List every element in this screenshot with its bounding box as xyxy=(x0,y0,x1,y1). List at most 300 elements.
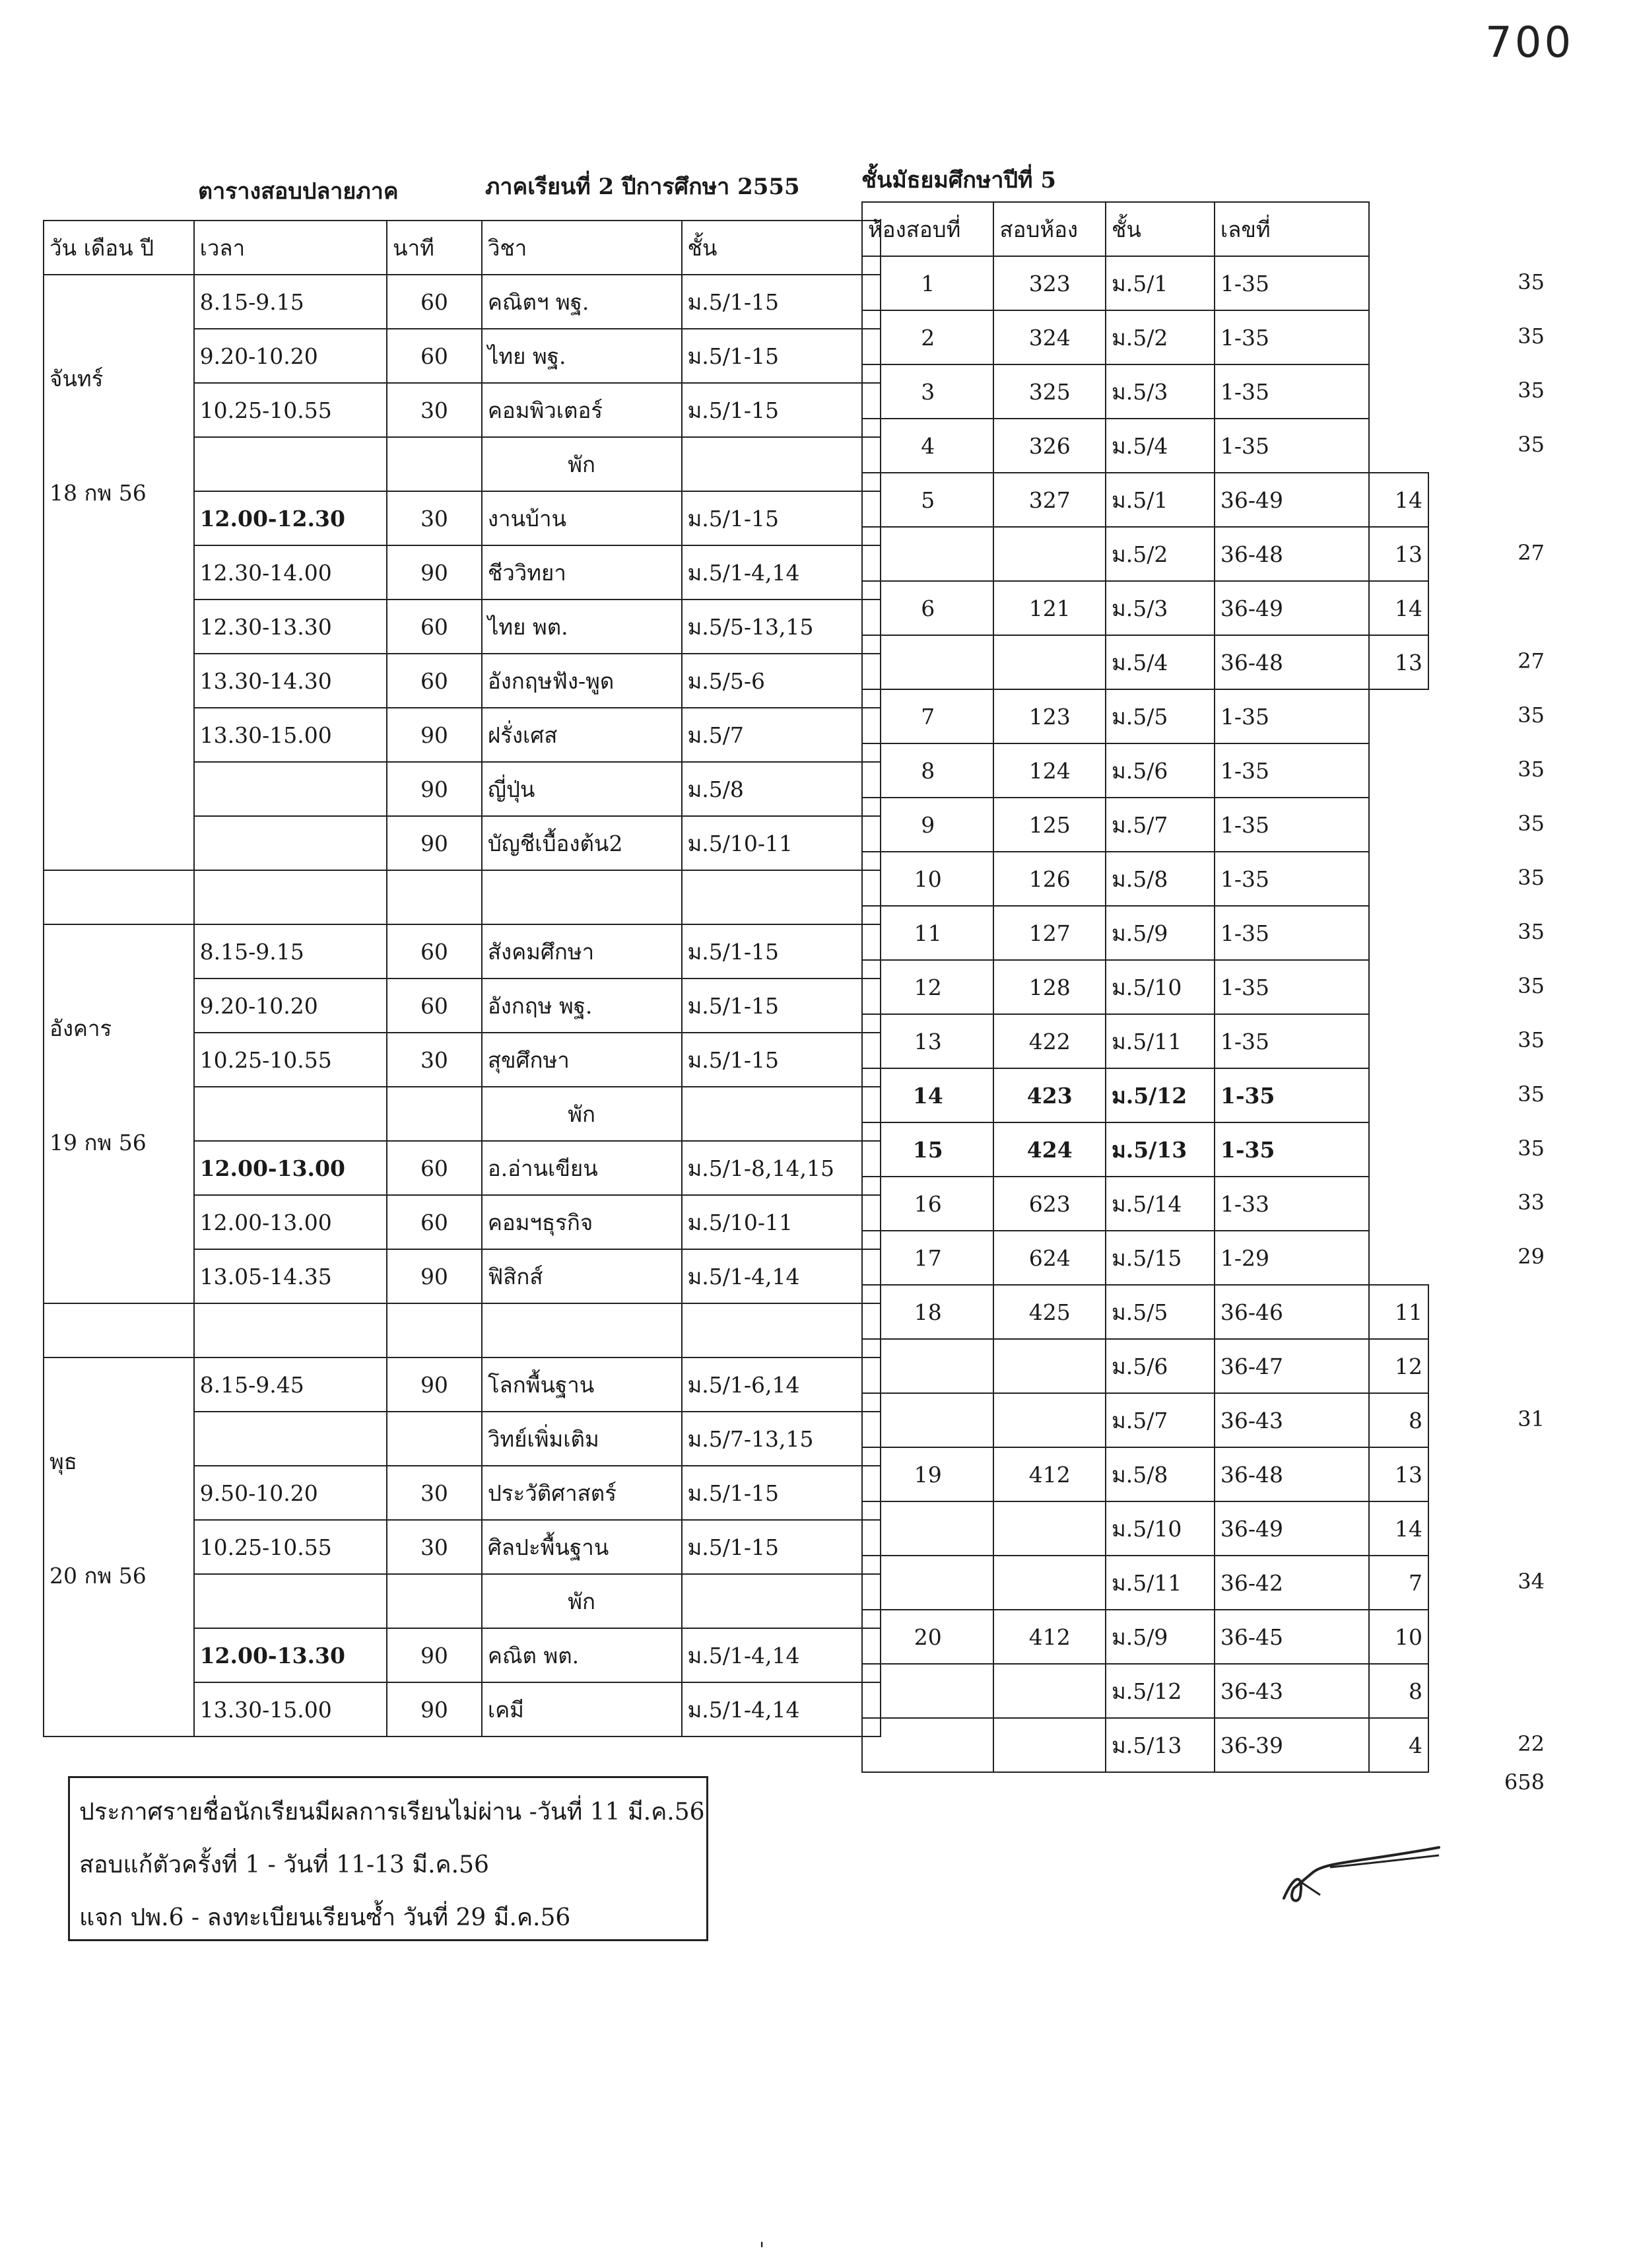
class-cell: ม.5/5-6 xyxy=(682,654,881,708)
subcount-cell: 13 xyxy=(1369,527,1428,581)
class-cell: ม.5/1-4,14 xyxy=(682,1249,881,1303)
day-name: อังคาร xyxy=(50,1015,112,1041)
room-cell: 128 xyxy=(993,960,1106,1014)
grand-total: 658 xyxy=(1504,1770,1545,1795)
empty-cell xyxy=(387,1303,482,1357)
exam-room-no-cell: 14 xyxy=(862,1068,993,1122)
subject-cell: เคมี xyxy=(482,1682,682,1736)
room-class-cell: ม.5/3 xyxy=(1106,581,1215,635)
room-class-cell: ม.5/2 xyxy=(1106,527,1215,581)
exam-room-no-cell xyxy=(862,527,993,581)
day-cell xyxy=(44,275,194,870)
time-cell: 12.00-13.00 xyxy=(194,1141,387,1195)
time-cell xyxy=(194,1412,387,1466)
minutes-cell: 90 xyxy=(387,762,482,816)
room-class-cell: ม.5/1 xyxy=(1106,473,1215,527)
doc-title: ตารางสอบปลายภาค xyxy=(198,178,399,205)
room-total: 35 xyxy=(1518,432,1545,457)
subject-cell: สุขศึกษา xyxy=(482,1033,682,1087)
subcount-cell xyxy=(1369,798,1428,852)
subcount-cell xyxy=(1369,743,1428,798)
subject-cell: คอมฯธุรกิจ xyxy=(482,1195,682,1249)
grade-label: ชั้นมัธยมศึกษาปีที่ 5 xyxy=(861,167,1056,193)
time-cell: 10.25-10.55 xyxy=(194,383,387,437)
subcount-cell xyxy=(1369,1068,1428,1122)
room-row xyxy=(862,310,1428,364)
time-cell: 12.00-13.30 xyxy=(194,1628,387,1682)
exam-room-no-cell: 1 xyxy=(862,256,993,310)
exam-room-no-cell xyxy=(862,635,993,689)
subcount-cell xyxy=(1369,364,1428,419)
room-total: 35 xyxy=(1518,865,1545,890)
time-cell: 12.30-13.30 xyxy=(194,600,387,654)
empty-cell xyxy=(682,870,881,924)
class-cell: ม.5/7 xyxy=(682,708,881,762)
seat-numbers-cell: 1-35 xyxy=(1215,256,1369,310)
subcount-cell: 4 xyxy=(1369,1718,1428,1772)
room-cell: 412 xyxy=(993,1447,1106,1501)
room-total: 35 xyxy=(1518,1082,1545,1107)
room-row xyxy=(862,1447,1428,1501)
seat-numbers-cell: 1-35 xyxy=(1215,852,1369,906)
time-cell xyxy=(194,762,387,816)
subject-cell: ฟิสิกส์ xyxy=(482,1249,682,1303)
room-class-cell: ม.5/2 xyxy=(1106,310,1215,364)
room-cell xyxy=(993,1339,1106,1393)
room-row xyxy=(862,1177,1428,1231)
room-total: 35 xyxy=(1518,703,1545,728)
exam-room-no-cell: 20 xyxy=(862,1610,993,1664)
time-cell: 13.05-14.35 xyxy=(194,1249,387,1303)
seat-numbers-cell: 36-48 xyxy=(1215,635,1369,689)
subject-cell: ศิลปะพื้นฐาน xyxy=(482,1520,682,1574)
room-cell: 125 xyxy=(993,798,1106,852)
class-cell: ม.5/7-13,15 xyxy=(682,1412,881,1466)
empty-cell xyxy=(194,870,387,924)
class-cell: ม.5/1-15 xyxy=(682,979,881,1033)
room-total: 27 xyxy=(1518,648,1545,673)
col-minutes: นาที xyxy=(387,221,482,275)
minutes-cell: 60 xyxy=(387,979,482,1033)
signature xyxy=(1274,1836,1459,1915)
room-cell xyxy=(993,1718,1106,1772)
room-total: 35 xyxy=(1518,324,1545,349)
exam-room-no-cell: 7 xyxy=(862,689,993,743)
class-cell xyxy=(682,437,881,491)
room-row xyxy=(862,689,1428,743)
time-cell: 9.20-10.20 xyxy=(194,979,387,1033)
seat-numbers-cell: 36-43 xyxy=(1215,1664,1369,1718)
time-cell xyxy=(194,437,387,491)
time-cell xyxy=(194,816,387,870)
time-cell: 10.25-10.55 xyxy=(194,1520,387,1574)
room-cell: 121 xyxy=(993,581,1106,635)
seat-numbers-cell: 1-35 xyxy=(1215,364,1369,419)
minutes-cell: 60 xyxy=(387,924,482,979)
exam-room-no-cell: 12 xyxy=(862,960,993,1014)
room-row xyxy=(862,635,1428,689)
exam-room-no-cell: 15 xyxy=(862,1122,993,1177)
room-row xyxy=(862,1610,1428,1664)
seat-numbers-cell: 36-42 xyxy=(1215,1556,1369,1610)
empty-cell xyxy=(682,1303,881,1357)
room-class-cell: ม.5/14 xyxy=(1106,1177,1215,1231)
exam-room-no-cell xyxy=(862,1339,993,1393)
room-total: 35 xyxy=(1518,378,1545,403)
exam-room-no-cell: 6 xyxy=(862,581,993,635)
subcount-cell xyxy=(1369,1177,1428,1231)
room-class-cell: ม.5/11 xyxy=(1106,1556,1215,1610)
minutes-cell: 60 xyxy=(387,600,482,654)
subject-cell: โลกพื้นฐาน xyxy=(482,1357,682,1412)
room-class-cell: ม.5/7 xyxy=(1106,798,1215,852)
seat-numbers-cell: 1-35 xyxy=(1215,1122,1369,1177)
room-class-cell: ม.5/11 xyxy=(1106,1014,1215,1068)
room-class-cell: ม.5/3 xyxy=(1106,364,1215,419)
room-cell xyxy=(993,1501,1106,1556)
seat-numbers-cell: 1-35 xyxy=(1215,310,1369,364)
time-cell: 12.00-12.30 xyxy=(194,491,387,545)
time-cell xyxy=(194,1574,387,1628)
minutes-cell: 90 xyxy=(387,1357,482,1412)
minutes-cell: 60 xyxy=(387,1195,482,1249)
minutes-cell: 30 xyxy=(387,1033,482,1087)
seat-numbers-cell: 1-29 xyxy=(1215,1231,1369,1285)
class-cell: ม.5/1-15 xyxy=(682,1466,881,1520)
col-time: เวลา xyxy=(194,221,387,275)
time-cell: 8.15-9.15 xyxy=(194,275,387,329)
time-cell xyxy=(194,1087,387,1141)
schedule-row xyxy=(44,924,881,979)
seat-numbers-cell: 1-35 xyxy=(1215,906,1369,960)
class-cell: ม.5/1-8,14,15 xyxy=(682,1141,881,1195)
exam-room-no-cell xyxy=(862,1393,993,1447)
subcount-cell xyxy=(1369,689,1428,743)
room-cell: 126 xyxy=(993,852,1106,906)
room-row xyxy=(862,960,1428,1014)
room-row xyxy=(862,1664,1428,1718)
empty-cell xyxy=(194,1303,387,1357)
page-number: 700 xyxy=(1485,18,1574,67)
room-row xyxy=(862,798,1428,852)
class-cell: ม.5/1-15 xyxy=(682,1033,881,1087)
subcount-cell: 13 xyxy=(1369,1447,1428,1501)
exam-room-no-cell: 19 xyxy=(862,1447,993,1501)
room-row xyxy=(862,1339,1428,1393)
seat-numbers-cell: 1-35 xyxy=(1215,419,1369,473)
room-class-cell: ม.5/6 xyxy=(1106,1339,1215,1393)
room-class-cell: ม.5/6 xyxy=(1106,743,1215,798)
seat-numbers-cell: 1-35 xyxy=(1215,960,1369,1014)
room-cell: 127 xyxy=(993,906,1106,960)
room-row xyxy=(862,1393,1428,1447)
room-total: 35 xyxy=(1518,1136,1545,1161)
subcount-cell xyxy=(1369,906,1428,960)
class-cell: ม.5/1-4,14 xyxy=(682,545,881,600)
minutes-cell: 30 xyxy=(387,383,482,437)
exam-room-no-cell xyxy=(862,1556,993,1610)
seat-numbers-cell: 36-39 xyxy=(1215,1718,1369,1772)
term-label: ภาคเรียนที่ 2 ปีการศึกษา 2555 xyxy=(485,174,800,200)
room-cell xyxy=(993,635,1106,689)
exam-room-no-cell xyxy=(862,1501,993,1556)
subject-cell: คณิต พต. xyxy=(482,1628,682,1682)
bottom-mark: ' xyxy=(759,2238,765,2261)
room-class-cell: ม.5/13 xyxy=(1106,1718,1215,1772)
room-class-cell: ม.5/7 xyxy=(1106,1393,1215,1447)
class-cell: ม.5/5-13,15 xyxy=(682,600,881,654)
class-cell xyxy=(682,1574,881,1628)
exam-room-no-cell: 2 xyxy=(862,310,993,364)
subcount-cell: 8 xyxy=(1369,1664,1428,1718)
subject-cell: คอมพิวเตอร์ xyxy=(482,383,682,437)
exam-room-no-cell: 17 xyxy=(862,1231,993,1285)
time-cell: 13.30-15.00 xyxy=(194,1682,387,1736)
exam-room-no-cell: 18 xyxy=(862,1285,993,1339)
minutes-cell: 90 xyxy=(387,816,482,870)
room-class-cell: ม.5/5 xyxy=(1106,1285,1215,1339)
subcount-cell xyxy=(1369,310,1428,364)
room-row xyxy=(862,256,1428,310)
room-row xyxy=(862,419,1428,473)
minutes-cell: 30 xyxy=(387,1466,482,1520)
seat-numbers-cell: 36-48 xyxy=(1215,1447,1369,1501)
empty-cell xyxy=(44,870,194,924)
room-total: 35 xyxy=(1518,269,1545,294)
exam-room-no-cell: 4 xyxy=(862,419,993,473)
minutes-cell xyxy=(387,437,482,491)
room-cell: 123 xyxy=(993,689,1106,743)
time-cell: 12.00-13.00 xyxy=(194,1195,387,1249)
subject-cell: อังกฤษฟัง-พูด xyxy=(482,654,682,708)
subcount-cell: 8 xyxy=(1369,1393,1428,1447)
exam-room-no-cell: 5 xyxy=(862,473,993,527)
room-class-cell: ม.5/12 xyxy=(1106,1068,1215,1122)
room-class-cell: ม.5/10 xyxy=(1106,960,1215,1014)
room-cell xyxy=(993,527,1106,581)
room-class-cell: ม.5/8 xyxy=(1106,1447,1215,1501)
col-room-class: ชั้น xyxy=(1106,202,1215,256)
room-row xyxy=(862,1068,1428,1122)
room-cell: 425 xyxy=(993,1285,1106,1339)
subcount-cell: 11 xyxy=(1369,1285,1428,1339)
class-cell: ม.5/1-4,14 xyxy=(682,1628,881,1682)
separator-row xyxy=(44,870,881,924)
room-cell: 323 xyxy=(993,256,1106,310)
room-row xyxy=(862,1718,1428,1772)
notice-box xyxy=(68,1776,708,1941)
minutes-cell xyxy=(387,1574,482,1628)
exam-room-no-cell: 9 xyxy=(862,798,993,852)
room-row xyxy=(862,1556,1428,1610)
time-cell: 12.30-14.00 xyxy=(194,545,387,600)
subcount-cell: 13 xyxy=(1369,635,1428,689)
room-header-row xyxy=(862,202,1428,256)
subject-cell: ไทย พต. xyxy=(482,600,682,654)
room-total: 35 xyxy=(1518,757,1545,782)
room-class-cell: ม.5/4 xyxy=(1106,635,1215,689)
exam-room-no-cell: 8 xyxy=(862,743,993,798)
room-row xyxy=(862,906,1428,960)
exam-room-no-cell: 3 xyxy=(862,364,993,419)
class-cell: ม.5/1-15 xyxy=(682,491,881,545)
room-class-cell: ม.5/13 xyxy=(1106,1122,1215,1177)
subject-cell: ไทย พฐ. xyxy=(482,329,682,383)
subject-cell: วิทย์เพิ่มเติม xyxy=(482,1412,682,1466)
exam-room-no-cell: 11 xyxy=(862,906,993,960)
room-total: 35 xyxy=(1518,973,1545,998)
room-row xyxy=(862,1501,1428,1556)
time-cell: 13.30-14.30 xyxy=(194,654,387,708)
day-cell xyxy=(44,1357,194,1736)
room-total: 27 xyxy=(1518,540,1545,565)
notice-line: สอบแก้ตัวครั้งที่ 1 - วันที่ 11-13 มี.ค.56 xyxy=(79,1851,489,1878)
subcount-cell xyxy=(1369,1122,1428,1177)
minutes-cell: 60 xyxy=(387,329,482,383)
seat-numbers-cell: 36-49 xyxy=(1215,581,1369,635)
seat-numbers-cell: 1-35 xyxy=(1215,689,1369,743)
col-room: สอบห้อง xyxy=(993,202,1106,256)
subject-cell: งานบ้าน xyxy=(482,491,682,545)
exam-schedule-table xyxy=(43,220,881,1737)
room-class-cell: ม.5/5 xyxy=(1106,689,1215,743)
class-cell: ม.5/10-11 xyxy=(682,1195,881,1249)
minutes-cell: 90 xyxy=(387,1682,482,1736)
room-class-cell: ม.5/1 xyxy=(1106,256,1215,310)
room-total: 35 xyxy=(1518,1027,1545,1052)
minutes-cell: 60 xyxy=(387,1141,482,1195)
seat-numbers-cell: 36-46 xyxy=(1215,1285,1369,1339)
subcount-cell xyxy=(1369,960,1428,1014)
schedule-header-row xyxy=(44,221,881,275)
room-cell: 422 xyxy=(993,1014,1106,1068)
subcount-cell: 7 xyxy=(1369,1556,1428,1610)
col-class: ชั้น xyxy=(682,221,881,275)
class-cell: ม.5/10-11 xyxy=(682,816,881,870)
seat-numbers-cell: 36-48 xyxy=(1215,527,1369,581)
room-row xyxy=(862,581,1428,635)
day-name: พุธ xyxy=(50,1449,77,1474)
room-cell: 624 xyxy=(993,1231,1106,1285)
subcount-cell: 10 xyxy=(1369,1610,1428,1664)
room-row xyxy=(862,1231,1428,1285)
seat-numbers-cell: 1-35 xyxy=(1215,743,1369,798)
room-cell xyxy=(993,1664,1106,1718)
notice-line: แจก ปพ.6 - ลงทะเบียนเรียนซ้ำ วันที่ 29 มี.ค.56 xyxy=(79,1904,571,1931)
empty-cell xyxy=(482,870,682,924)
subcount-cell xyxy=(1369,256,1428,310)
room-row xyxy=(862,1285,1428,1339)
col-subcount xyxy=(1369,202,1428,256)
room-row xyxy=(862,364,1428,419)
minutes-cell: 30 xyxy=(387,491,482,545)
day-name: จันทร์ xyxy=(50,366,104,392)
seat-numbers-cell: 36-43 xyxy=(1215,1393,1369,1447)
minutes-cell: 60 xyxy=(387,654,482,708)
minutes-cell xyxy=(387,1412,482,1466)
room-row xyxy=(862,743,1428,798)
seat-numbers-cell: 36-49 xyxy=(1215,473,1369,527)
col-subject: วิชา xyxy=(482,221,682,275)
subcount-cell xyxy=(1369,1014,1428,1068)
day-date: 19 กพ 56 xyxy=(50,1130,147,1155)
empty-cell xyxy=(482,1303,682,1357)
room-cell: 124 xyxy=(993,743,1106,798)
room-cell xyxy=(993,1393,1106,1447)
seat-numbers-cell: 1-35 xyxy=(1215,1014,1369,1068)
exam-room-no-cell: 13 xyxy=(862,1014,993,1068)
class-cell: ม.5/1-15 xyxy=(682,1520,881,1574)
subject-cell: อังกฤษ พฐ. xyxy=(482,979,682,1033)
room-total: 22 xyxy=(1518,1731,1545,1756)
room-class-cell: ม.5/10 xyxy=(1106,1501,1215,1556)
subcount-cell: 14 xyxy=(1369,581,1428,635)
schedule-row xyxy=(44,275,881,329)
class-cell: ม.5/1-4,14 xyxy=(682,1682,881,1736)
exam-room-no-cell xyxy=(862,1664,993,1718)
room-class-cell: ม.5/8 xyxy=(1106,852,1215,906)
room-row xyxy=(862,1014,1428,1068)
room-total: 35 xyxy=(1518,811,1545,836)
minutes-cell xyxy=(387,1087,482,1141)
subcount-cell xyxy=(1369,1231,1428,1285)
room-class-cell: ม.5/15 xyxy=(1106,1231,1215,1285)
time-cell: 9.50-10.20 xyxy=(194,1466,387,1520)
seat-numbers-cell: 1-35 xyxy=(1215,1068,1369,1122)
room-cell: 327 xyxy=(993,473,1106,527)
room-cell: 423 xyxy=(993,1068,1106,1122)
exam-room-table xyxy=(861,201,1429,1773)
room-class-cell: ม.5/9 xyxy=(1106,906,1215,960)
subject-cell: พัก xyxy=(482,1087,682,1141)
class-cell xyxy=(682,1087,881,1141)
time-cell: 8.15-9.45 xyxy=(194,1357,387,1412)
empty-cell xyxy=(44,1303,194,1357)
class-cell: ม.5/1-15 xyxy=(682,275,881,329)
room-cell: 325 xyxy=(993,364,1106,419)
subject-cell: พัก xyxy=(482,437,682,491)
subcount-cell: 14 xyxy=(1369,1501,1428,1556)
minutes-cell: 90 xyxy=(387,708,482,762)
subject-cell: ญี่ปุ่น xyxy=(482,762,682,816)
class-cell: ม.5/1-15 xyxy=(682,383,881,437)
room-cell: 324 xyxy=(993,310,1106,364)
class-cell: ม.5/1-15 xyxy=(682,329,881,383)
room-row xyxy=(862,527,1428,581)
room-cell: 424 xyxy=(993,1122,1106,1177)
class-cell: ม.5/1-6,14 xyxy=(682,1357,881,1412)
subject-cell: สังคมศึกษา xyxy=(482,924,682,979)
seat-numbers-cell: 36-49 xyxy=(1215,1501,1369,1556)
room-total: 33 xyxy=(1518,1190,1545,1215)
separator-row xyxy=(44,1303,881,1357)
seat-numbers-cell: 1-35 xyxy=(1215,798,1369,852)
empty-cell xyxy=(387,870,482,924)
subject-cell: บัญชีเบื้องต้น2 xyxy=(482,816,682,870)
room-total: 31 xyxy=(1518,1406,1545,1431)
room-total: 34 xyxy=(1518,1569,1545,1594)
day-cell xyxy=(44,924,194,1303)
subcount-cell xyxy=(1369,419,1428,473)
subject-cell: ประวัติศาสตร์ xyxy=(482,1466,682,1520)
minutes-cell: 30 xyxy=(387,1520,482,1574)
minutes-cell: 90 xyxy=(387,1249,482,1303)
room-row xyxy=(862,473,1428,527)
subject-cell: พัก xyxy=(482,1574,682,1628)
subject-cell: อ.อ่านเขียน xyxy=(482,1141,682,1195)
room-cell xyxy=(993,1556,1106,1610)
day-date: 20 กพ 56 xyxy=(50,1563,147,1589)
